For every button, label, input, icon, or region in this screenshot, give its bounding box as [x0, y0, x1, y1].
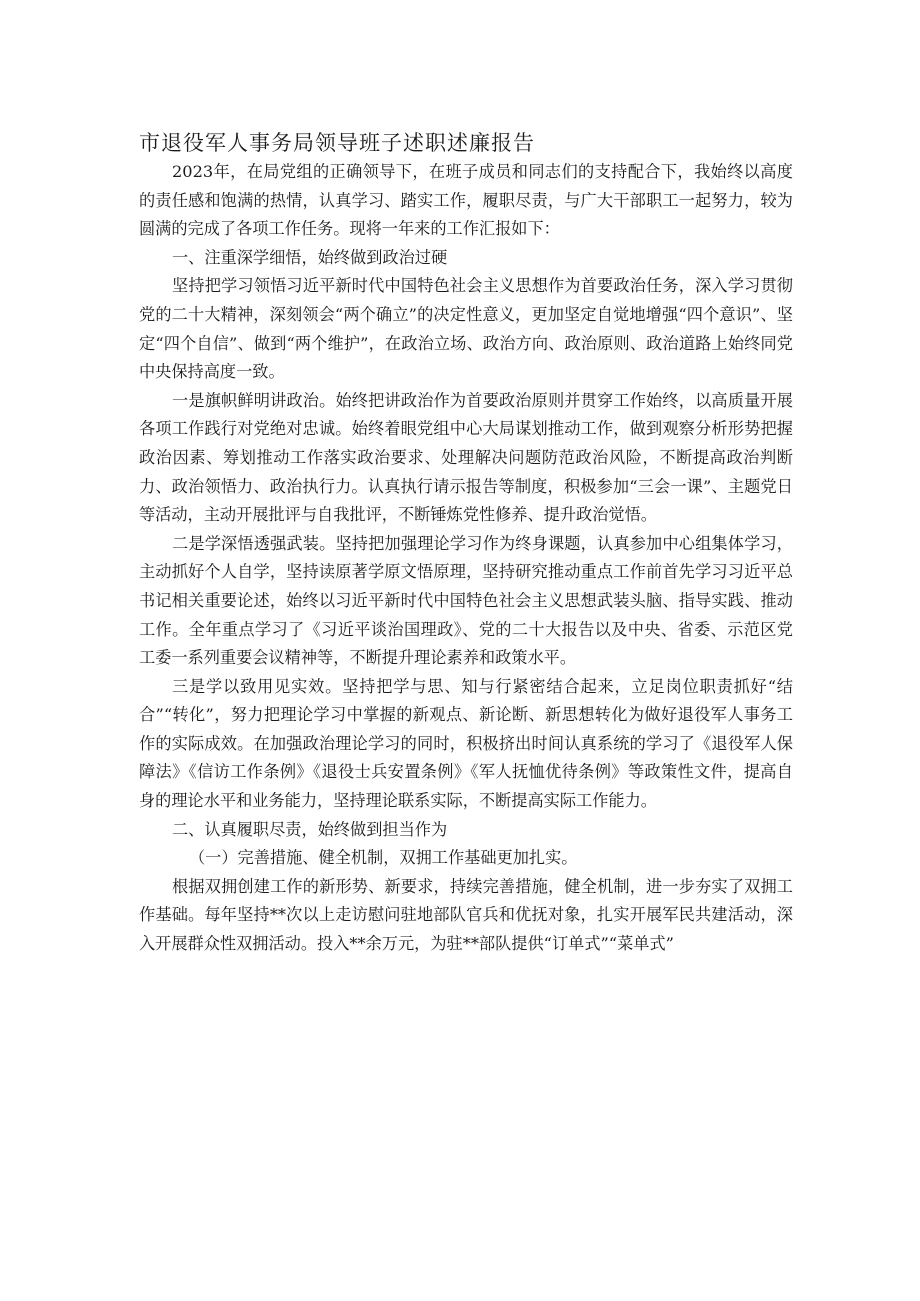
paragraph-intro: 2023年，在局党组的正确领导下，在班子成员和同志们的支持配合下，我始终以高度的责任感和饱满的热情，认真学习、踏实工作，履职尽责，与广大干部职工一起努力，较为圆满的完成了各项工作任务。现将一年来的工作汇报如下：	[139, 162, 793, 239]
paragraph-double-support: 根据双拥创建工作的新形势、新要求，持续完善措施，健全机制，进一步夯实了双拥工作基础。每年坚持**次以上走访慰问驻地部队官兵和优抚对象，扎实开展军民共建活动，深入开展群众性双拥活动。投入**余万元，为驻**部队提供“订单式”“菜单式”	[139, 876, 793, 954]
document-body	[139, 158, 793, 959]
paragraph-political-study: 坚持把学习领悟习近平新时代中国特色社会主义思想作为首要政治任务，深入学习贯彻党的二十大精神，深刻领会“两个确立”的决定性意义，更加坚定自觉地增强“四个意识”、坚定“四个自信”、做到“两个维护”，在政治立场、政治方向、政治原则、政治道路上始终同党中央保持高度一致。	[139, 276, 793, 382]
subsection-heading-1: （一）完善措施、健全机制，双拥工作基础更加扎实。	[189, 848, 578, 868]
section-heading-1: 一、注重深学细悟，始终做到政治过硬	[172, 247, 448, 267]
paragraph-point-3: 三是学以致用见实效。坚持把学与思、知与行紧密结合起来，立足岗位职责抓好“结合”“转化”，努力把理论学习中掌握的新观点、新论断、新思想转化为做好退役军人事务工作的实际成效。在加强政治理论学习的同时，积极挤出时间认真系统的学习了《退役军人保障法》《信访工作条例》《退役士兵安置条例》《军人抚恤优待条例》等政策性文件，提高自身的理论水平和业务能力，坚持理论联系实际，不断提高实际工作能力。	[139, 676, 793, 811]
paragraph-point-2: 二是学深悟透强武装。坚持把加强理论学习作为终身课题，认真参加中心组集体学习，主动抓好个人自学，坚持读原著学原文悟原理，坚持研究推动重点工作前首先学习习近平总书记相关重要论述，始终以习近平新时代中国特色社会主义思想武装头脑、指导实践、推动工作。全年重点学习了《习近平谈治国理政》、党的二十大报告以及中央、省委、示范区党工委一系列重要会议精神等，不断提升理论素养和政策水平。	[139, 533, 793, 668]
document-title: 市退役军人事务局领导班子述职述廉报告	[139, 131, 535, 155]
paragraph-point-1: 一是旗帜鲜明讲政治。始终把讲政治作为首要政治原则并贯穿工作始终，以高质量开展各项工作践行对党绝对忠诚。始终着眼党组中心大局谋划推动工作，做到观察分析形势把握政治因素、筹划推动工作落实政治要求、处理解决问题防范政治风险，不断提高政治判断力、政治领悟力、政治执行力。认真执行请示报告等制度，积极参加“三会一课”、主题党日等活动，主动开展批评与自我批评，不断锤炼党性修养、提升政治觉悟。	[139, 390, 793, 525]
section-heading-2: 二、认真履职尽责，始终做到担当作为	[172, 819, 448, 839]
